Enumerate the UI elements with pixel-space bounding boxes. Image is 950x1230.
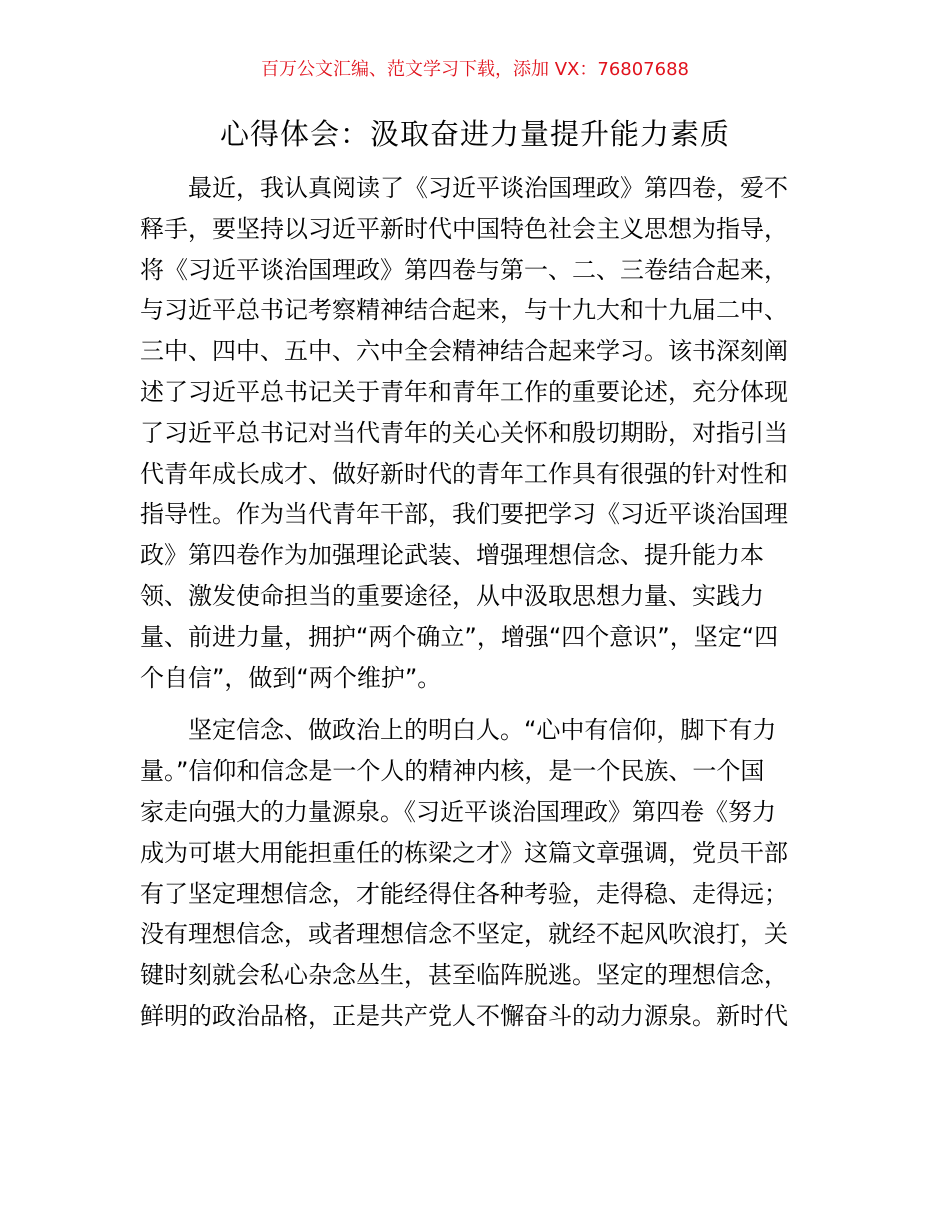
paragraph-line: 量、前进力量，拥护“两个确立”，增强“四个意识”，坚定“四: [140, 622, 779, 651]
paragraph-line: 鲜明的政治品格，正是共产党人不懈奋斗的动力源泉。新时代: [140, 1001, 788, 1030]
paragraph-line: 将《习近平谈治国理政》第四卷与第一、二、三卷结合起来，: [140, 255, 788, 284]
paragraph-1: [140, 168, 812, 698]
paragraph-line: 成为可堪大用能担重任的栋梁之才》这篇文章强调，党员干部: [140, 838, 788, 867]
document-title: 心得体会：汲取奋进力量提升能力素质: [219, 117, 730, 151]
paragraph-line: 个自信”，做到“两个维护”。: [140, 663, 442, 692]
paragraph-2: [140, 710, 812, 1036]
document-body: [140, 168, 812, 1037]
paragraph-line: 坚定信念、做政治上的明白人。“心中有信仰，脚下有力: [188, 716, 777, 745]
paragraph-line: 述了习近平总书记关于青年和青年工作的重要论述，充分体现: [140, 377, 788, 406]
paragraph-line: 键时刻就会私心杂念丛生，甚至临阵脱逃。坚定的理想信念，: [140, 961, 788, 990]
watermark-header: 百万公文汇编、范文学习下载，添加 VX：76807688: [261, 59, 689, 80]
paragraph-line: 释手，要坚持以习近平新时代中国特色社会主义思想为指导，: [140, 214, 788, 243]
paragraph-line: 领、激发使命担当的重要途径，从中汲取思想力量、实践力: [140, 581, 764, 610]
paragraph-line: 量。”信仰和信念是一个人的精神内核，是一个民族、一个国: [140, 757, 765, 786]
paragraph-line: 了习近平总书记对当代青年的关心关怀和殷切期盼，对指引当: [140, 418, 788, 447]
paragraph-line: 没有理想信念，或者理想信念不坚定，就经不起风吹浪打，关: [140, 920, 788, 949]
paragraph-line: 有了坚定理想信念，才能经得住各种考验，走得稳、走得远；: [140, 879, 788, 908]
paragraph-line: 最近，我认真阅读了《习近平谈治国理政》第四卷，爱不: [188, 174, 788, 202]
paragraph-line: 代青年成长成才、做好新时代的青年工作具有很强的针对性和: [140, 459, 788, 488]
paragraph-line: 指导性。作为当代青年干部，我们要把学习《习近平谈治国理: [140, 500, 788, 529]
paragraph-line: 与习近平总书记考察精神结合起来，与十九大和十九届二中、: [140, 296, 788, 325]
paragraph-line: 政》第四卷作为加强理论武装、增强理想信念、提升能力本: [140, 541, 764, 570]
paragraph-line: 家走向强大的力量源泉。《习近平谈治国理政》第四卷《努力: [140, 797, 776, 826]
paragraph-line: 三中、四中、五中、六中全会精神结合起来学习。该书深刻阐: [140, 337, 788, 366]
